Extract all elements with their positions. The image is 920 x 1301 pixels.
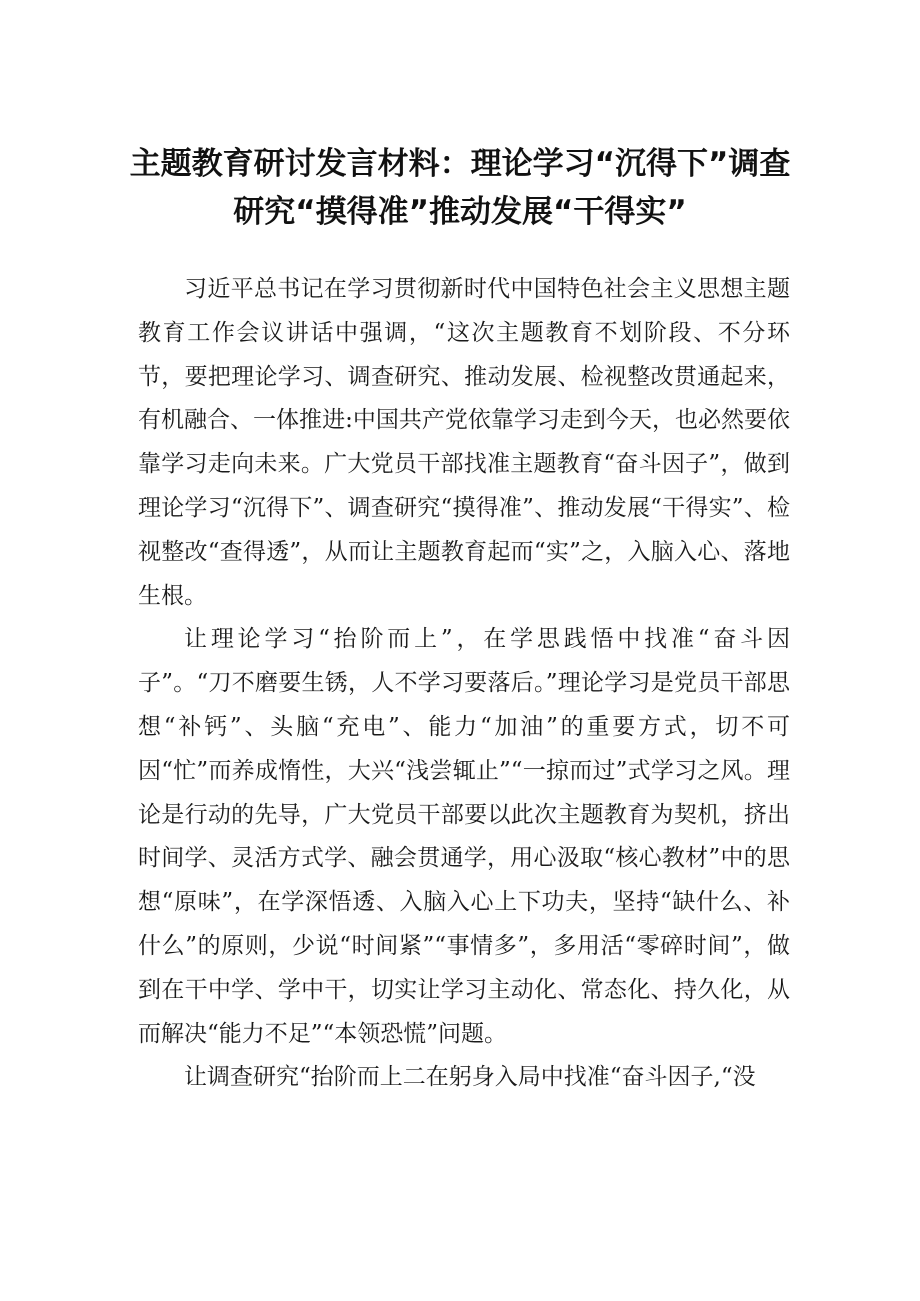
paragraph-intro: 习近平总书记在学习贯彻新时代中国特色社会主义思想主题教育工作会议讲话中强调，“这次主题教育不划阶段、不分环节，要把理论学习、调查研究、推动发展、检视整改贯通起来，有机融合、一体推进:中国共产党依靠学习走到今天，也必然要依靠学习走向未来。广大党员干部找准主题教育“奋斗因子”，做到理论学习“沉得下”、调查研究“摸得准”、推动发展“干得实”、检视整改“查得透”，从而让主题教育起而“实”之，入脑入心、落地生根。: [138, 276, 790, 609]
document-title: 主题教育研讨发言材料：理论学习“沉得下”调查研究“摸得准”推动发展“干得实”: [129, 146, 791, 230]
paragraph-theory-study: 让理论学习“抬阶而上”，在学思践悟中找准“奋斗因子”。“刀不磨要生锈，人不学习要落后。”理论学习是党员干部思想“补钙”、头脑“充电”、能力“加油”的重要方式，切不可因“忙”而养成惰性，大兴“浅尝辄止”“一掠而过”式学习之风。理论是行动的先导，广大党员干部要以此次主题教育为契机，挤出时间学、灵活方式学、融会贯通学，用心汲取“核心教材”中的思想“原味”，在学深悟透、入脑入心上下功夫，坚持“缺什么、补什么”的原则，少说“时间紧”“事情多”，多用活“零碎时间”，做到在干中学、学中干，切实让学习主动化、常态化、持久化，从而解决“能力不足”“本领恐慌”问题。: [138, 626, 790, 1047]
document-body: [138, 268, 790, 1100]
paragraph-investigation: 让调查研究“抬阶而上二在躬身入局中找准“奋斗因子,“没: [184, 1064, 756, 1091]
